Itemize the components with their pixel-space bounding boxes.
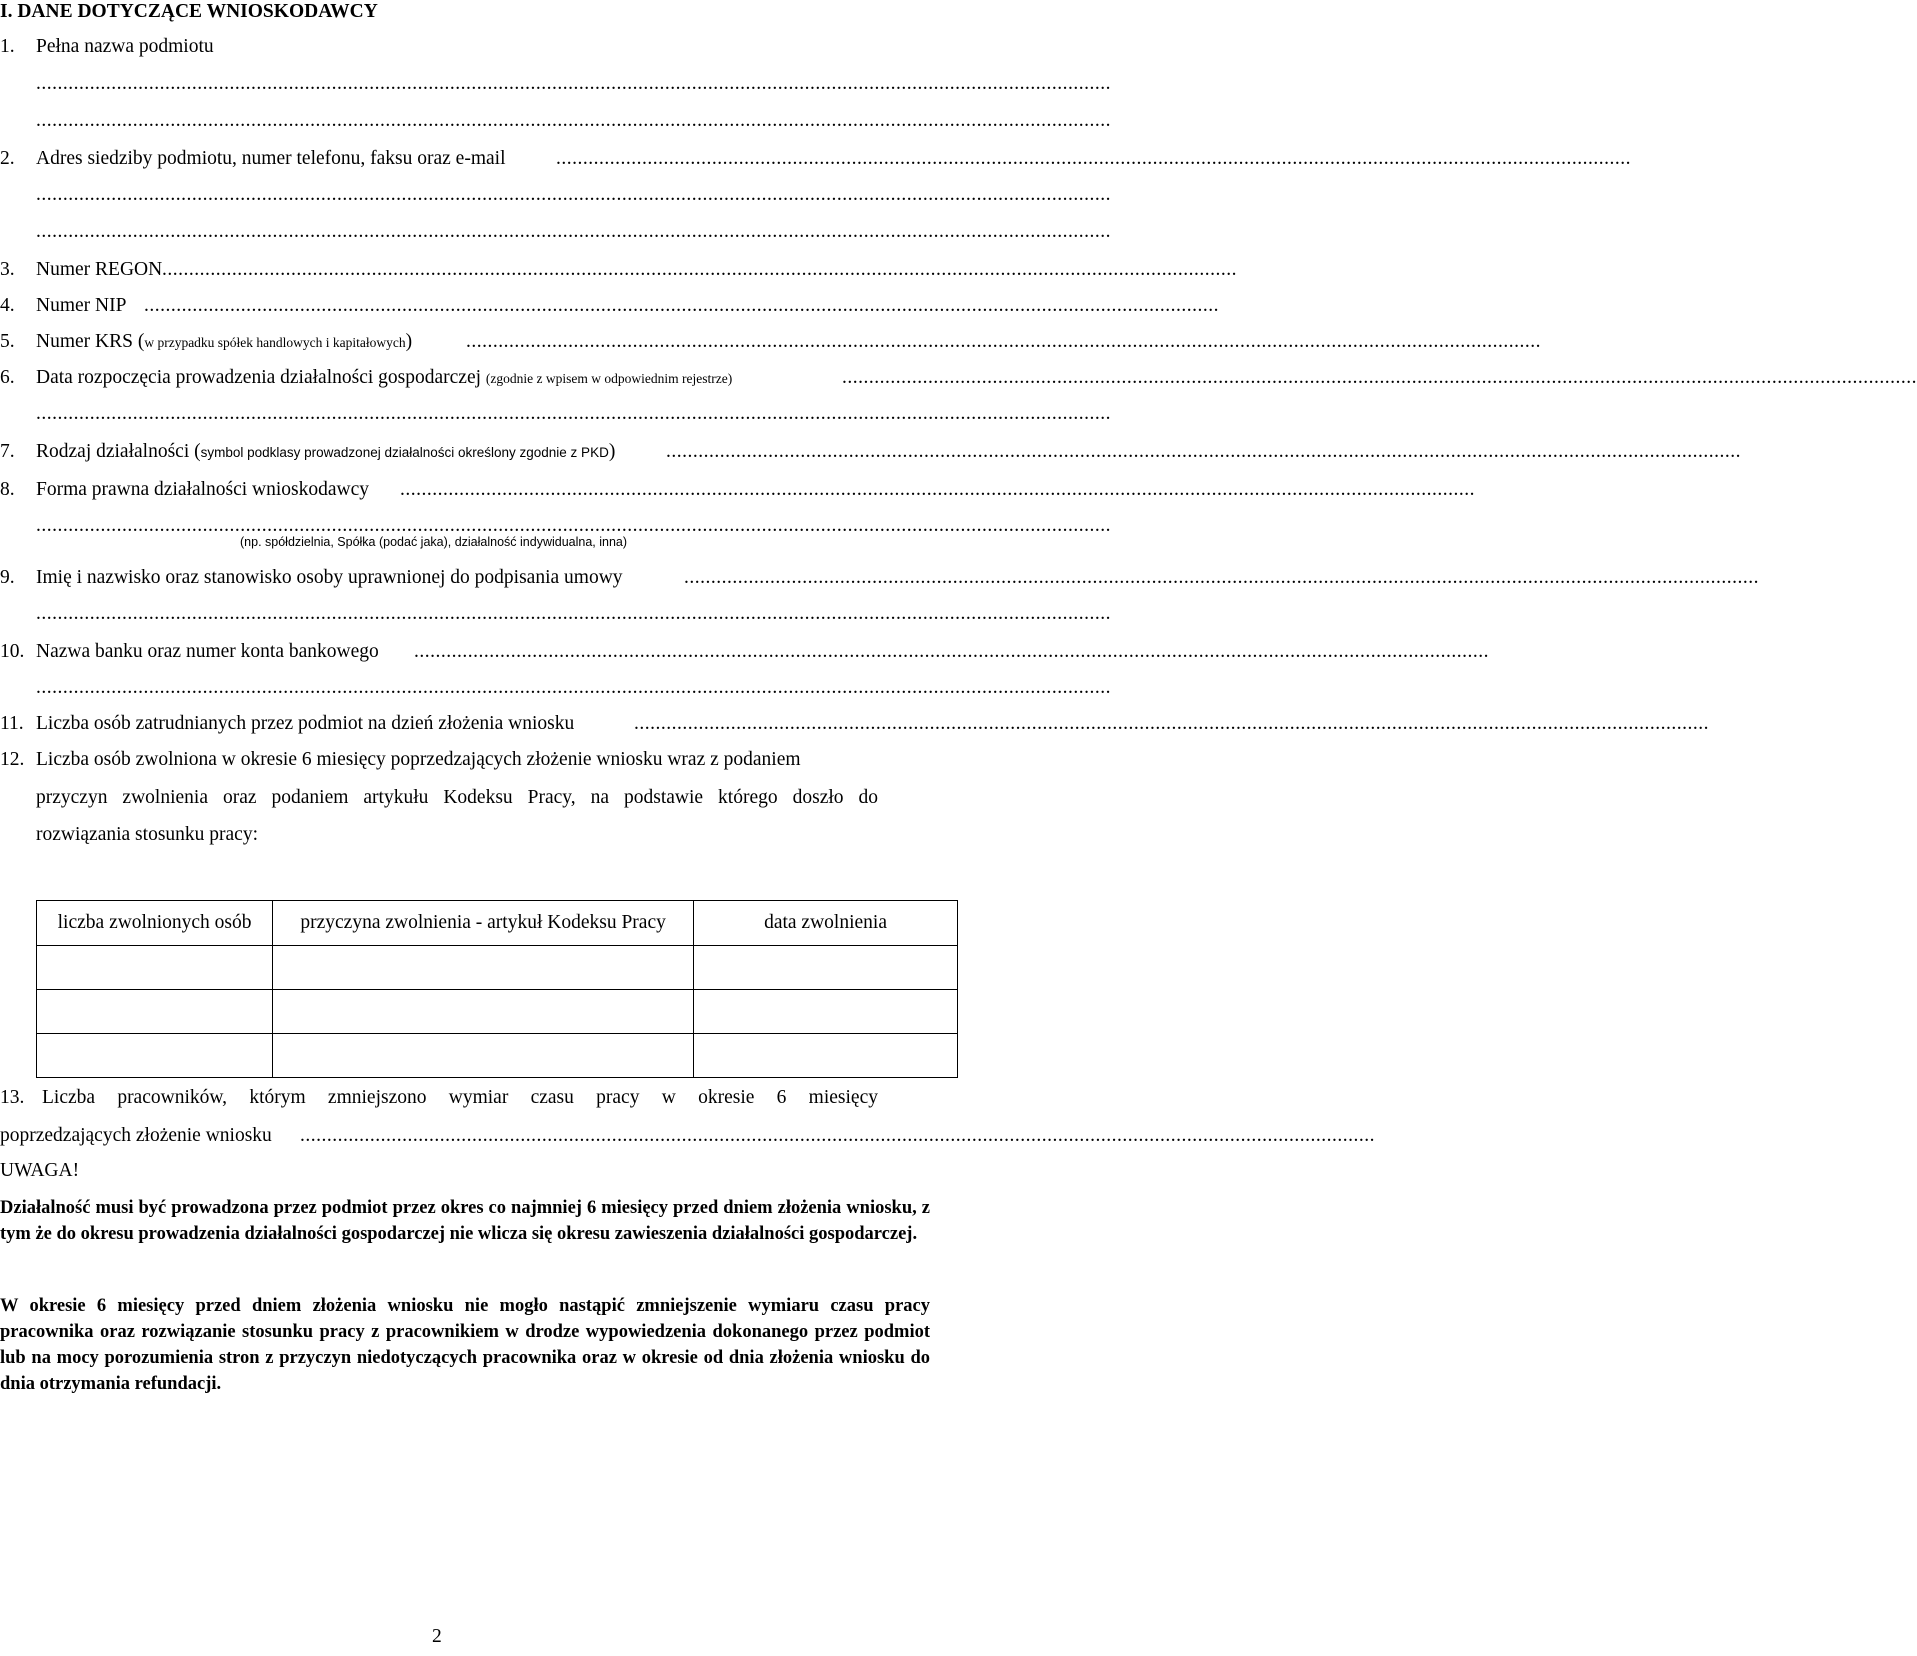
item-label-address: Adres siedziby podmiotu, numer telefonu, faksu oraz e-mail [36,148,506,169]
fill-line[interactable]: ........................................................................................................................................................................................................ [400,479,1475,500]
item-number: 2. [0,148,15,169]
warning-title: UWAGA! [0,1160,80,1181]
activity-close: ) [608,441,616,462]
fill-line[interactable]: ........................................................................................................................................................................................................ [666,441,1741,462]
dismissals-table [36,900,958,1078]
item-label-dismissed-line3: rozwiązania stosunku pracy: [36,824,259,845]
warning-paragraph-1: Działalność musi być prowadzona przez podmiot przez okres co najmniej 6 miesięcy przed dniem złożenia wniosku, z tym że do okresu prowadzenia działalności gospodarczej nie wlicza się okresu zawieszenia działalności gospodarczej. [0,1198,930,1244]
warning-paragraph-2: W okresie 6 miesięcy przed dniem złożenia wniosku nie mogło nastąpić zmniejszenie wymiaru czasu pracy pracownika oraz rozwiązanie stosunku pracy z pracownikiem w drodze wypowiedzenia dokonanego przez podmiot lub na mocy porozumienia stron z przyczyn niedotyczących pracownika oraz w okresie od dnia złożenia wniosku do dnia otrzymania refundacji. [0,1296,930,1394]
fill-line[interactable]: ........................................................................................................................................................................................................ [414,641,1489,662]
table-cell[interactable] [37,990,273,1034]
item-number: 9. [0,567,15,588]
fill-line[interactable]: ........................................................................................................................................................................................................ [36,677,1111,698]
table-row [37,946,958,990]
fill-line[interactable]: ........................................................................................................................................................................................................ [634,713,1709,734]
fill-line[interactable]: ........................................................................................................................................................................................................ [36,73,1111,94]
table-cell[interactable] [273,1034,694,1078]
fill-line[interactable]: ........................................................................................................................................................................................................ [162,259,1237,280]
fill-line[interactable]: ........................................................................................................................................................................................................ [556,148,1631,169]
item-label-start-date [36,366,732,391]
table-cell[interactable] [37,1034,273,1078]
item-label-nip: Numer NIP [36,295,127,316]
item-number: 12. [0,749,25,770]
activity-note: symbol podklasy prowadzonej działalności określony zgodnie z PKD [200,445,609,460]
col-header-date: data zwolnienia [694,901,958,946]
item-label-regon: Numer REGON [36,259,163,280]
item-label-krs [36,330,412,355]
item-number: 1. [0,36,15,57]
section-heading: I. DANE DOTYCZĄCE WNIOSKODAWCY [0,1,378,22]
fill-line[interactable]: ........................................................................................................................................................................................................ [36,110,1111,131]
krs-close: ) [405,331,413,352]
item-number: 6. [0,367,15,388]
item-number: 8. [0,479,15,500]
fill-line[interactable]: ........................................................................................................................................................................................................ [300,1125,1375,1146]
table-cell[interactable] [37,946,273,990]
table-cell[interactable] [273,990,694,1034]
item-label-reduced-hours-line2: poprzedzających złożenie wniosku [0,1125,272,1146]
item-label-legal-form: Forma prawna działalności wnioskodawcy [36,479,370,500]
item-label-reduced-hours-line1: Liczba pracowników, którym zmniejszono wymiar czasu pracy w okresie 6 miesięcy [42,1087,878,1108]
item-number: 5. [0,331,15,352]
col-header-reason: przyczyna zwolnienia - artykuł Kodeksu Pracy [273,901,694,946]
krs-note: w przypadku spółek handlowych i kapitałowych [144,335,406,350]
start-date-label: Data rozpoczęcia prowadzenia działalności gospodarczej [36,367,482,388]
item-number: 11. [0,713,24,734]
item-number: 13. [0,1087,25,1108]
item-label-full-name: Pełna nazwa podmiotu [36,36,214,57]
fill-line[interactable]: ........................................................................................................................................................................................................ [466,331,1541,352]
table-cell[interactable] [273,946,694,990]
krs-label: Numer KRS ( [36,331,145,352]
legal-form-hint: (np. spółdzielnia, Spółka (podać jaka), działalność indywidualna, inna) [240,535,628,549]
table-row [37,1034,958,1078]
fill-line[interactable]: ........................................................................................................................................................................................................ [36,221,1111,242]
page-number: 2 [432,1626,442,1647]
fill-line[interactable]: ........................................................................................................................................................................................................ [842,367,1917,388]
table-row [37,990,958,1034]
item-label-activity-type [36,440,615,465]
table-cell[interactable] [694,946,958,990]
item-label-dismissed-line2: przyczyn zwolnienia oraz podaniem artykułu Kodeksu Pracy, na podstawie którego doszło do [36,787,878,808]
item-number: 4. [0,295,15,316]
fill-line[interactable]: ........................................................................................................................................................................................................ [684,567,1759,588]
start-date-note: (zgodnie z wpisem w odpowiednim rejestrze) [485,371,733,386]
item-number: 10. [0,641,25,662]
table-cell[interactable] [694,990,958,1034]
fill-line[interactable]: ........................................................................................................................................................................................................ [36,515,1111,536]
activity-label: Rodzaj działalności ( [36,441,201,462]
item-number: 3. [0,259,15,280]
table-cell[interactable] [694,1034,958,1078]
fill-line[interactable]: ........................................................................................................................................................................................................ [36,184,1111,205]
table-header-row [37,901,958,946]
item-label-employees: Liczba osób zatrudnianych przez podmiot na dzień złożenia wniosku [36,713,575,734]
item-label-dismissed-line1: Liczba osób zwolniona w okresie 6 miesięcy poprzedzających złożenie wniosku wraz z podaniem [36,749,801,770]
item-number: 7. [0,441,15,462]
col-header-count: liczba zwolnionych osób [37,901,273,946]
item-label-bank: Nazwa banku oraz numer konta bankowego [36,641,379,662]
fill-line[interactable]: ........................................................................................................................................................................................................ [144,295,1219,316]
fill-line[interactable]: ........................................................................................................................................................................................................ [36,603,1111,624]
item-label-authorized-person: Imię i nazwisko oraz stanowisko osoby uprawnionej do podpisania umowy [36,567,623,588]
fill-line[interactable]: ........................................................................................................................................................................................................ [36,403,1111,424]
